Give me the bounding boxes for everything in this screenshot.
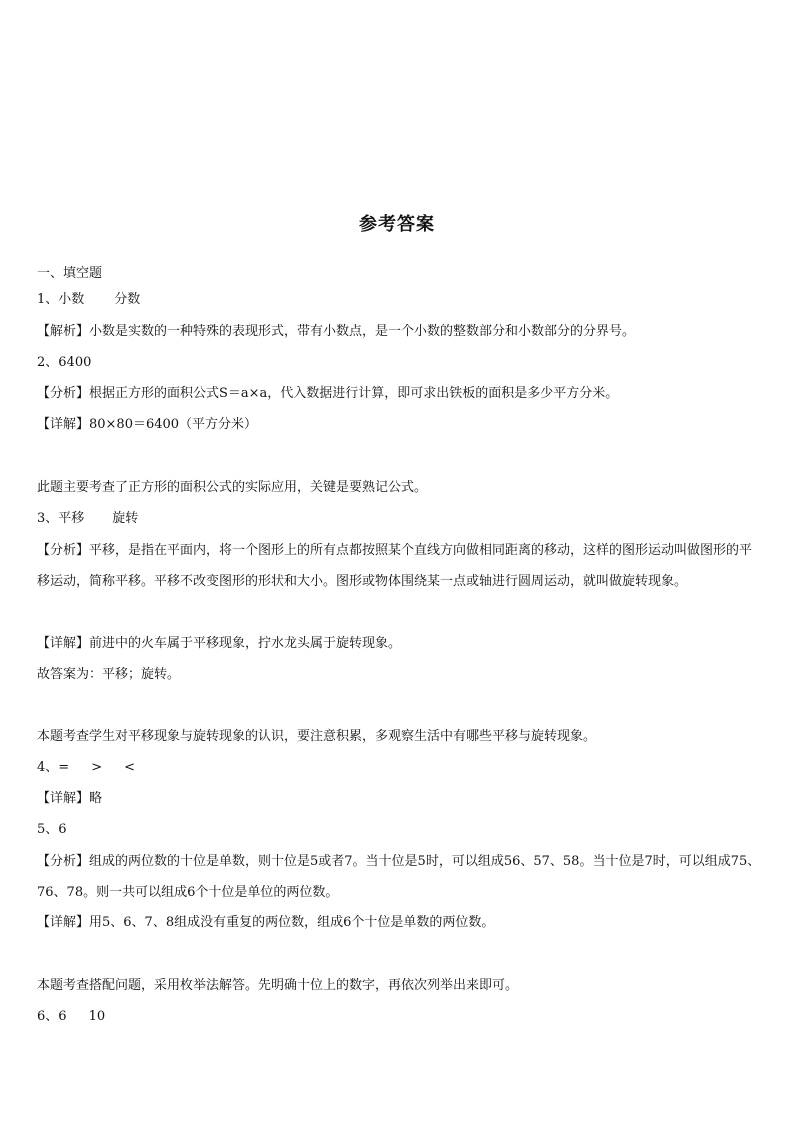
q2-detail: 【详解】80×80＝6400（平方分米） [37,417,258,432]
q4-detail: 【详解】略 [37,791,103,806]
q3-analysis: 【分析】平移，是指在平面内，将一个图形上的所有点都按照某个直线方向做相同距离的移动，这样的图形运动叫做图形的平移运动，简称平移。平移不改变图形的形状和大小。图形或物体围绕某一点或轴进行圆周运动，就叫做旋转现象。 [37,543,753,589]
q3-answer-summary: 故答案为：平移；旋转。 [37,667,181,682]
q6-answer-line [37,1009,761,1025]
q2-comment: 此题主要考查了正方形的面积公式的实际应用，关键是要熟记公式。 [37,480,428,495]
q6-answer-2: 10 [88,1009,106,1024]
q4-answer-2: > [91,760,103,775]
q2-answer-line [37,355,761,371]
q3-number: 3、 [37,511,59,526]
q1-answer-1: 小数 [58,292,85,307]
q4-answer-3: < [124,760,135,775]
q3-comment: 本题考查学生对平移现象与旋转现象的认识，要注意积累，多观察生活中有哪些平移与旋转现象。 [37,729,597,744]
q3-answer-2: 旋转 [112,511,139,526]
q1-analysis: 【解析】小数是实数的一种特殊的表现形式，带有小数点，是一个小数的整数部分和小数部分的分界号。 [37,324,636,339]
q1-number: 1、 [37,292,59,307]
q5-comment: 本题考查搭配问题，采用枚举法解答。先明确十位上的数字，再依次列举出来即可。 [37,978,519,993]
q6-answer-1: 6 [58,1009,67,1024]
q3-answer-1: 平移 [58,511,85,526]
q2-number: 2、 [37,355,59,370]
q3-detail: 【详解】前进中的火车属于平移现象，拧水龙头属于旋转现象。 [37,636,402,651]
q5-analysis: 【分析】组成的两位数的十位是单数，则十位是5或者7。当十位是5时，可以组成56、57、58。当十位是7时，可以组成75、76、78。则一共可以组成6个十位是单位的两位数。 [37,854,761,900]
q2-analysis: 【分析】根据正方形的面积公式S＝a×a，代入数据进行计算，即可求出铁板的面积是多少平方分米。 [37,386,619,401]
q4-answer-1: = [58,760,70,775]
q1-answer-line [37,292,761,308]
q5-answer-line [37,822,761,838]
q1-answer-2: 分数 [114,292,141,307]
q5-detail: 【详解】用5、6、7、8组成没有重复的两位数，组成6个十位是单数的两位数。 [37,915,495,930]
q4-number: 4、 [37,760,59,775]
q5-answer-1: 6 [58,822,67,837]
q4-answer-line [37,760,761,776]
section-heading: 一、填空题 [37,266,103,281]
q2-answer-1: 6400 [58,355,92,370]
page-title: 参考答案 [359,214,435,235]
q5-number: 5、 [37,822,59,837]
q6-number: 6、 [37,1009,59,1024]
q3-answer-line [37,511,761,527]
